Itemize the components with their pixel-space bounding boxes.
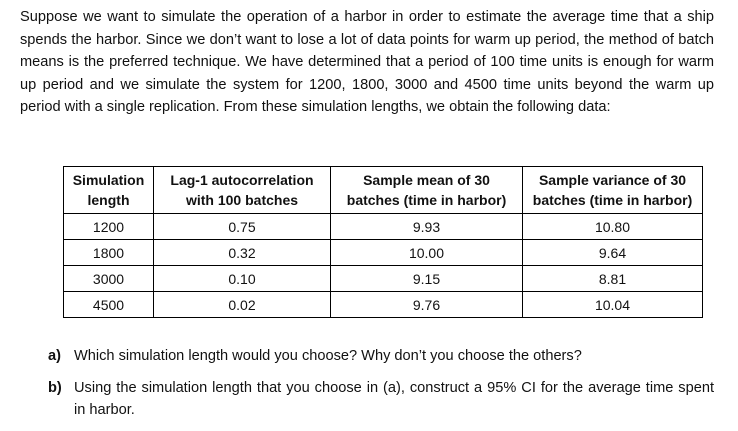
header-line: Sample variance of 30: [538, 172, 687, 188]
header-lag1-autocorrelation: [154, 167, 331, 214]
simulation-data-table: [63, 166, 703, 318]
cell-autocorrelation: 0.10: [154, 266, 331, 292]
header-line: batches (time in harbor): [346, 192, 507, 208]
cell-length: 4500: [64, 292, 154, 318]
header-simulation-length: [64, 167, 154, 214]
cell-mean: 9.15: [331, 266, 523, 292]
cell-mean: 9.93: [331, 214, 523, 240]
cell-length: 1200: [64, 214, 154, 240]
table-row: [64, 266, 703, 292]
header-line: batches (time in harbor): [532, 192, 693, 208]
cell-length: 1800: [64, 240, 154, 266]
header-sample-variance: [523, 167, 703, 214]
question-label: a): [48, 348, 61, 364]
question-text: Using the simulation length that you choose in (a), construct a 95% CI for the average time spent in harbor.: [74, 379, 714, 419]
table-row: [64, 214, 703, 240]
cell-autocorrelation: 0.75: [154, 214, 331, 240]
cell-mean: 9.76: [331, 292, 523, 318]
cell-variance: 9.64: [523, 240, 703, 266]
question-item-a: [48, 345, 714, 368]
cell-length: 3000: [64, 266, 154, 292]
cell-variance: 10.04: [523, 292, 703, 318]
header-line: Sample mean of 30: [363, 172, 490, 188]
cell-variance: 10.80: [523, 214, 703, 240]
cell-variance: 8.81: [523, 266, 703, 292]
cell-autocorrelation: 0.02: [154, 292, 331, 318]
header-line: with 100 batches: [185, 192, 299, 208]
table-header-row: [64, 167, 703, 214]
question-label: b): [48, 379, 62, 396]
cell-mean: 10.00: [331, 240, 523, 266]
header-sample-mean: [331, 167, 523, 214]
header-line: Lag-1 autocorrelation: [170, 172, 314, 188]
cell-autocorrelation: 0.32: [154, 240, 331, 266]
header-line: Simulation: [72, 172, 145, 188]
header-line: length: [87, 192, 130, 208]
question-item-b: [48, 377, 714, 422]
question-text: Which simulation length would you choose? Why don’t you choose the others?: [74, 348, 582, 364]
question-list: [48, 345, 714, 431]
table-row: [64, 240, 703, 266]
table-row: [64, 292, 703, 318]
problem-intro: Suppose we want to simulate the operation of a harbor in order to estimate the average time that a ship spends the harbor. Since we don’t want to lose a lot of data points for warm up period, the method of batch means is the preferred technique. We have determined that a period of 100 time units is enough for warm up period and we simulate the system for 1200, 1800, 3000 and 4500 time units beyond the warm up period with a single replication. From these simulation lengths, we obtain the following data:: [20, 9, 714, 116]
